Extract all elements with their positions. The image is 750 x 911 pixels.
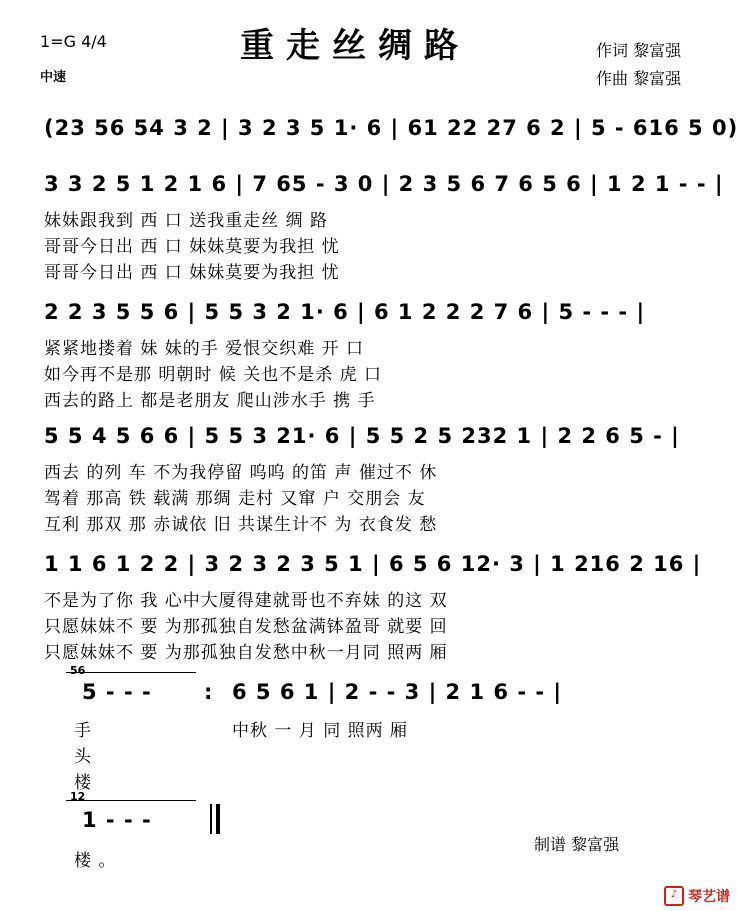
watermark: [664, 886, 730, 906]
notes-line-2: 2 2 3 5 5 6 | 5 5 3 2 1· 6 | 6 1 2 2 2 7 6 | 5 - - - |: [44, 300, 646, 324]
lyric-line-2-verse-2: 如今再不是那 明朝时 候 关也不是杀 虎 口: [44, 365, 383, 385]
tempo-marking: 中速: [40, 70, 67, 85]
lyric-line-1-verse-3: 哥哥今日出 西 口 妹妹莫要为我担 忧: [44, 263, 340, 283]
lyric-line-3-verse-1: 西去 的列 车 不为我停留 呜呜 的笛 声 催过不 休: [44, 463, 438, 483]
lyric-line-2-verse-3: 西去的路上 都是老朋友 爬山涉水手 携 手: [44, 391, 376, 411]
final-mark-12: 12: [70, 790, 86, 803]
ending-notes-b: 6 5 6 1 | 2 - - 3 | 2 1 6 - - |: [232, 680, 563, 704]
final-barline-thick: [216, 804, 220, 834]
lyric-line-4-verse-1: 不是为了你 我 心中大厦得建就哥也不弃妹 的这 双: [44, 591, 448, 611]
key-signature: 1=G 4/4: [40, 32, 107, 51]
ending-mark-56: 56: [70, 664, 86, 677]
final-barline-thin: [210, 804, 212, 834]
repeat-sign: :: [204, 680, 214, 704]
lyric-line-1-verse-2: 哥哥今日出 西 口 妹妹莫要为我担 忧: [44, 237, 340, 257]
lyric-line-1-verse-1: 妹妹跟我到 西 口 送我重走丝 绸 路: [44, 211, 329, 231]
notes-line-4: 1 1 6 1 2 2 | 3 2 3 2 3 5 1 | 6 5 6 12· 3 | 1 216 2 16 |: [44, 552, 702, 576]
notes-line-1: 3 3 2 5 1 2 1 6 | 7 65 - 3 0 | 2 3 5 6 7 6 5 6 | 1 2 1 - - |: [44, 172, 724, 196]
ending-lyric-a-2: 头: [74, 747, 92, 767]
lyric-line-2-verse-1: 紧紧地搂着 妹 妹的手 爱恨交织难 开 口: [44, 339, 365, 359]
watermark-text: 琴艺谱: [688, 889, 730, 905]
lyric-line-3-verse-2: 驾着 那高 铁 载满 那绸 走村 又窜 户 交朋会 友: [44, 489, 426, 509]
lyric-line-4-verse-3: 只愿妹妹不 要 为那孤独自发愁中秋一月同 照两 厢: [44, 643, 448, 663]
ending-lyric-b: 中秋 一 月 同 照两 厢: [232, 721, 409, 741]
lyric-line-3-verse-3: 互利 那双 那 赤诚依 旧 共谋生计不 为 衣食发 愁: [44, 515, 438, 535]
volta-bracket-2: [66, 800, 196, 801]
intro-notes: (23 56 54 3 2 | 3 2 3 5 1· 6 | 61 22 27 6 2 | 5 - 616 5 0): [44, 116, 739, 140]
final-lyric: 楼 。: [74, 851, 117, 871]
final-notes: 1 - - -: [82, 808, 152, 832]
song-title: 重走丝绸路: [240, 26, 470, 66]
lyric-line-4-verse-2: 只愿妹妹不 要 为那孤独自发愁盆满钵盈哥 就要 回: [44, 617, 448, 637]
notes-line-3: 5 5 4 5 6 6 | 5 5 3 21· 6 | 5 5 2 5 232 1 | 2 2 6 5 - |: [44, 424, 680, 448]
composer-credit: 作曲 黎富强: [596, 69, 682, 88]
arranger-credit: 制谱 黎富强: [534, 835, 620, 854]
watermark-logo-icon: ♪: [664, 886, 684, 906]
lyricist-credit: 作词 黎富强: [596, 41, 682, 60]
ending-lyric-a-3: 楼: [74, 773, 92, 793]
volta-bracket-1: [66, 672, 196, 673]
ending-lyric-a-1: 手: [74, 721, 92, 741]
ending-notes-a: 5 - - -: [82, 680, 152, 704]
